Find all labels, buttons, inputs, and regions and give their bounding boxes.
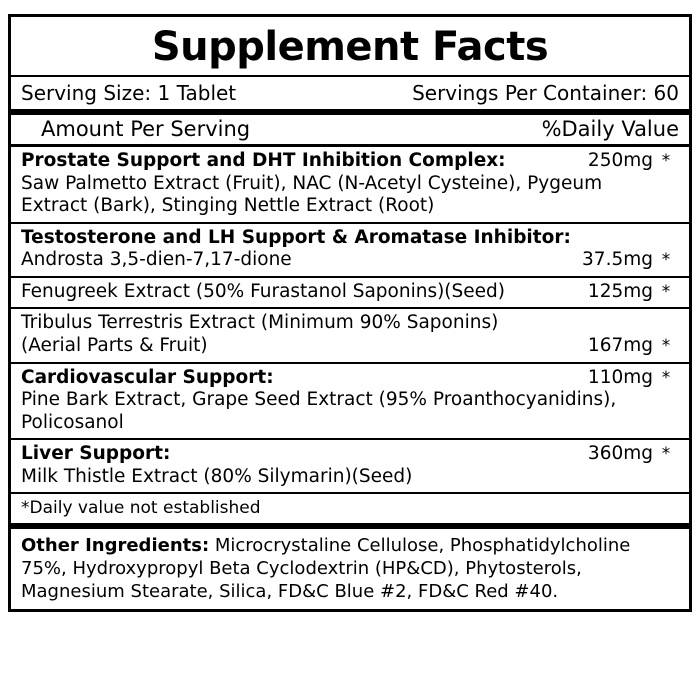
ingredient-amount: 110mg: [587, 366, 653, 388]
servings-per-container-label: Servings Per Container:: [412, 81, 648, 105]
ingredient-amount: 360mg: [587, 443, 653, 465]
ingredient-subline: Policosanol: [21, 411, 124, 433]
daily-value-star: *: [661, 335, 671, 356]
daily-value-header: %Daily Value: [541, 117, 679, 141]
daily-value-star: *: [661, 151, 671, 171]
ingredient-name: Testosterone and LH Support & Aromatase Inhibitor:: [21, 226, 571, 248]
other-ingredients-text: Microcrystaline Cellulose, Phosphatidylcholine 75%, Hydroxypropyl Beta Cyclodextrin (HP&CD), Phytosterols, Magnesium Stearate, Silica, FD&C Blue #2, FD&C Red #40.: [21, 535, 631, 602]
serving-size-label: Serving Size:: [21, 81, 152, 105]
column-headers-row: [11, 115, 689, 147]
ingredient-name: Liver Support:: [21, 443, 171, 465]
ingredient-name: Fenugreek Extract (50% Furastanol Saponins)(Seed): [21, 280, 505, 302]
ingredient-name: Cardiovascular Support:: [21, 366, 274, 388]
serving-size: [21, 81, 236, 105]
ingredient-row: [21, 335, 679, 358]
daily-value-star: *: [661, 281, 671, 302]
ingredient-row: [21, 249, 679, 272]
ingredient-amount: 37.5mg: [582, 249, 653, 271]
ingredient-subline: Pine Bark Extract, Grape Seed Extract (95% Proanthocyanidins),: [21, 389, 617, 411]
ingredient-name: Prostate Support and DHT Inhibition Complex:: [21, 150, 506, 171]
ingredient-amount: 125mg: [587, 280, 653, 302]
ingredient-subline: Saw Palmetto Extract (Fruit), NAC (N-Acetyl Cysteine), Pygeum: [21, 172, 603, 194]
ingredient-block: [11, 440, 689, 494]
ingredient-block: [11, 364, 689, 441]
servings-per-container-value: 60: [653, 81, 679, 105]
ingredient-name: (Aerial Parts & Fruit): [21, 334, 208, 356]
serving-info-row: [11, 77, 689, 115]
ingredient-heading-line: [21, 150, 679, 173]
serving-size-value: 1 Tablet: [157, 81, 237, 105]
ingredient-block: [11, 278, 689, 310]
supplement-facts-panel: [8, 14, 692, 612]
ingredient-subline: Extract (Bark), Stinging Nettle Extract (Root): [21, 195, 435, 217]
ingredient-block: [11, 224, 689, 278]
panel-title: Supplement Facts: [11, 17, 689, 77]
ingredient-heading-line: [21, 227, 679, 250]
daily-value-star: *: [661, 444, 671, 465]
ingredient-amount: 167mg: [587, 334, 653, 356]
daily-value-star: *: [661, 367, 671, 388]
other-ingredients: [11, 529, 689, 609]
ingredient-subline: Milk Thistle Extract (80% Silymarin)(Seed): [21, 465, 413, 487]
daily-value-star: *: [661, 250, 671, 271]
ingredient-amount: 250mg: [587, 150, 653, 171]
ingredient-heading-line: [21, 443, 679, 466]
servings-per-container: [412, 81, 679, 105]
ingredient-block: [11, 309, 689, 363]
ingredient-subline: Tribulus Terrestris Extract (Minimum 90% Saponins): [21, 312, 499, 334]
amount-per-serving-header: Amount Per Serving: [41, 117, 251, 141]
ingredient-row: [21, 281, 679, 304]
ingredient-block: [11, 147, 689, 224]
ingredient-heading-line: [21, 367, 679, 390]
daily-value-footnote: *Daily value not established: [11, 494, 689, 529]
other-ingredients-label: Other Ingredients:: [21, 535, 210, 557]
ingredient-name: Androsta 3,5-dien-7,17-dione: [21, 249, 292, 271]
